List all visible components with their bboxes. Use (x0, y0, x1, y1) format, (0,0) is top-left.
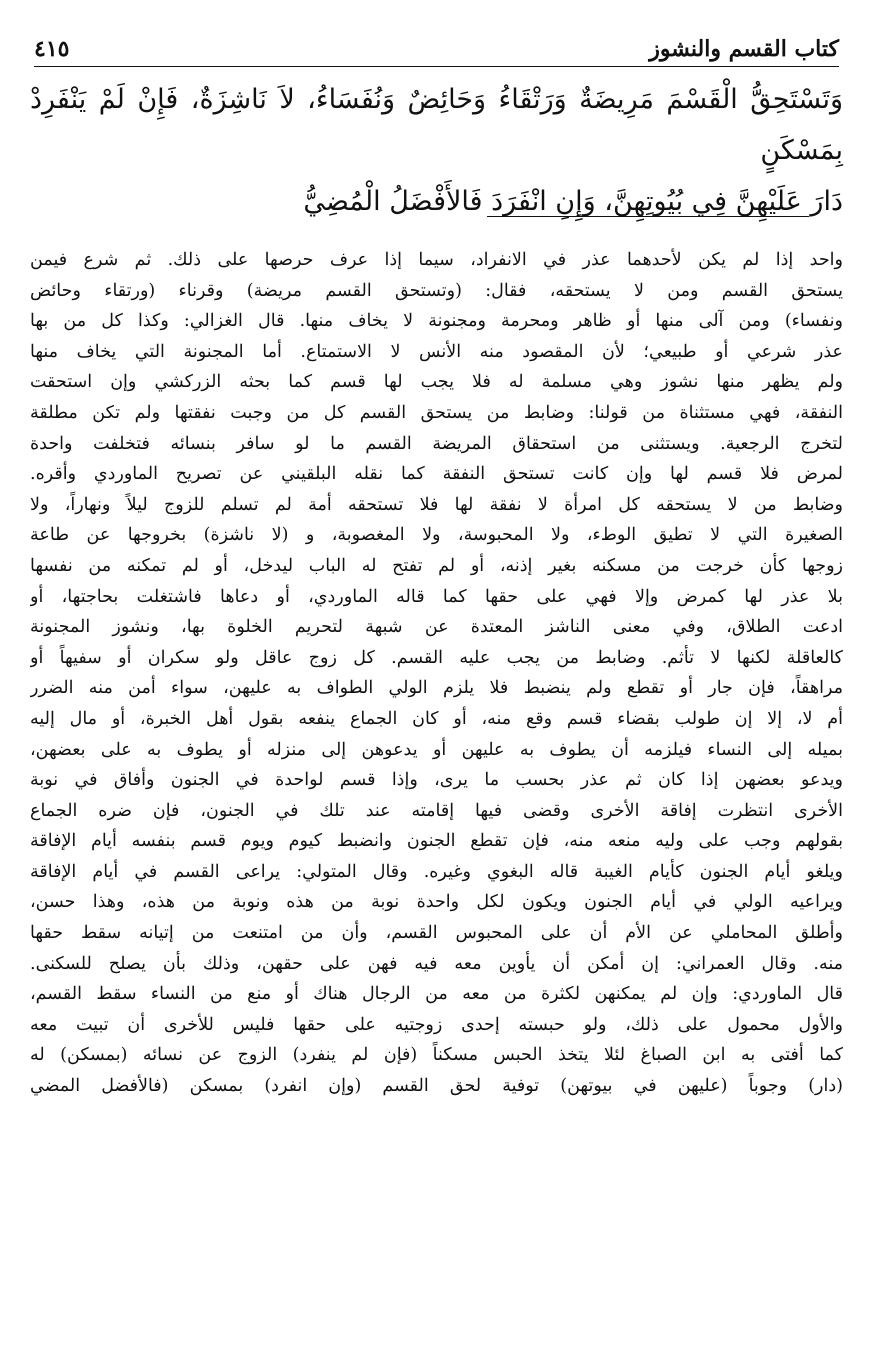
commentary-line: زوجها كأن خرجت من مسكنه بغير إذنه، أو لم تفتح له الباب ليدخل، أو لم تمكنه من نفسها (30, 555, 843, 576)
header-rule (34, 66, 839, 67)
commentary-line: واحد إذا لم يكن لأحدهما عذر في الانفراد، سيما إذا عرف حرصها على ذلك. ثم شرع فيمن (30, 250, 843, 270)
commentary-line: يستحق القسم ومن لا يستحقه، فقال: (وتستحق القسم مريضة) وقرناء (ورتقاء وحائض (30, 280, 843, 301)
matn-text (30, 74, 843, 227)
commentary-line: وضابط من لا يستحقه كل امرأة لا نفقة لها فلا تستحقه أمة لم تسلم للزوج ليلاً ونهاراً، ولا (30, 494, 843, 515)
matn-line: دَارَ عَلَيْهِنَّ فِي بُيُوتِهِنَّ، وَإِنِ انْفَرَدَ فَالأَفْضَلُ الْمُضِيُّ (303, 186, 843, 217)
footnote-separator (487, 216, 809, 217)
commentary-line: قال الماوردي: وإن لم يمكنهن لكثرة من معه من الرجال هناك أو منع من النساء سقط القسم، (30, 984, 843, 1005)
commentary-line: الصغيرة التي لا تطيق الوطء، ولا المحبوسة، ولا المغصوبة، و (لا ناشزة) بخروجها عن طاعة (30, 525, 843, 546)
chapter-title: كتاب القسم والنشوز (649, 36, 839, 62)
matn-line: وَتَسْتَحِقُّ الْقَسْمَ مَرِيضَةٌ وَرَتْقَاءُ وَحَائِضٌ وَنُفَسَاءُ، لاَ نَاشِزَةٌ، فَإِنْ لَمْ يَنْفَرِدْ بِمَسْكَنٍ (30, 84, 843, 166)
commentary-line: والأول محمول على ذلك، ولو حبسته إحدى زوجتيه على حقها فليس للأخرى أن تبيت معه (30, 1014, 843, 1035)
commentary-line: بميله إلى النساء فيلزمه أن يطوف به عليهن أو يدعوهن إلى منزله أو يطوف به على بعضهن، (30, 739, 843, 760)
commentary-line: مراهقاً، فإن جار أو تقطع ولم ينضبط فلا يلزم الولي الطواف به عليهن، سواء أمن منه الضرر (30, 678, 843, 699)
commentary-line: ولم يظهر منها نشوز وهي مسلمة له فلا يجب لها قسم كما بحثه الزركشي وإن استحقت (30, 372, 843, 393)
commentary-line: كالعاقلة لكنها لا تأثم. وضابط من يجب عليه القسم. كل زوج عاقل ولو سكران أو سفيهاً أو (30, 647, 843, 668)
commentary-line: (دار) وجوباً (عليهن في بيوتهن) توفية لحق القسم (وإن انفرد) بمسكن (فالأفضل المضي (30, 1076, 843, 1097)
commentary-line: كما أفتى به ابن الصباغ لئلا يتخذ الحبس مسكناً (فإن لم ينفرد) الزوج عن نسائه (بمسكن) له (30, 1045, 843, 1066)
commentary-line: ونفساء) ومن آلى منها أو ظاهر ومحرمة ومجنونة لا يخاف منها. قال الغزالي: وكذا كل من بها (30, 311, 843, 332)
commentary-line: بقولهم وجب على وليه منعه منه، فإن تقطع الجنون وانضبط كيوم ويوم قسم بنفسه أيام الإفاقة (30, 831, 843, 852)
commentary-text (30, 245, 843, 1102)
commentary-line: النفقة، فهي مستثناة من قولنا: وضابط من يستحق القسم كل من وجبت نفقتها ولم تكن مطلقة (30, 402, 843, 423)
commentary-line: بلا عذر لها كمرض وإلا فهي على حقها كما قاله الماوردي، أو دعاها فاشتغلت بحاجتها، أو (30, 586, 843, 607)
commentary-line: وأطلق المحاملي عن الأم أن على المحبوس القسم، وأن من امتنعت من إتيانه سقط حقها (30, 923, 843, 944)
commentary-line: منه. وقال العمراني: إن أمكن أن يأوين معه فيه فهن على حقهن، وذلك بأن يصلح للسكنى. (30, 953, 843, 974)
commentary-line: لتخرج الرجعية. ويستثنى من استحقاق المريضة القسم ما لو سافر بنسائه فتخلفت واحدة (30, 433, 843, 454)
running-head (34, 26, 839, 62)
commentary-line: ويراعيه الولي في أيام الجنون ويكون لكل واحدة نوبة من هذه ونوبة من هذه، وهذا حسن، (30, 892, 843, 913)
commentary-line: أم لا، إلا إن طولب بقضاء قسم وقع منه، أو كان الجماع ينفعه بقول أهل الخبرة، أو مال إليه (30, 708, 843, 729)
commentary-line: ويلغو أيام الجنون كأيام الغيبة قاله البغوي وغيره. وقال المتولي: يراعى القسم في أيام الإفاقة (30, 861, 843, 882)
page-number: ٤١٥ (34, 36, 70, 62)
commentary-line: عذر شرعي أو طبيعي؛ لأن المقصود منه الأنس لا الاستمتاع. أما المجنونة التي يخاف منها (30, 341, 843, 362)
commentary-line: لمرض فلا قسم لها وإن كانت تستحق النفقة كما نقله البلقيني عن تصريح الماوردي وأقره. (30, 464, 843, 485)
commentary-line: ادعت الطلاق، وفي معنى الناشز المعتدة عن شبهة لتحريم الخلوة بها، ونشوز المجنونة (30, 617, 843, 638)
commentary-line: الأخرى انتظرت إفاقة الأخرى وقضى فيها إقامته عند تلك في الجنون، فإن ضره الجماع (30, 800, 843, 821)
commentary-line: ويدعو بعضهن إذا كان ثم عذر بحسب ما يرى، وإذا قسم لواحدة في الجنون وأفاق في نوبة (30, 770, 843, 791)
